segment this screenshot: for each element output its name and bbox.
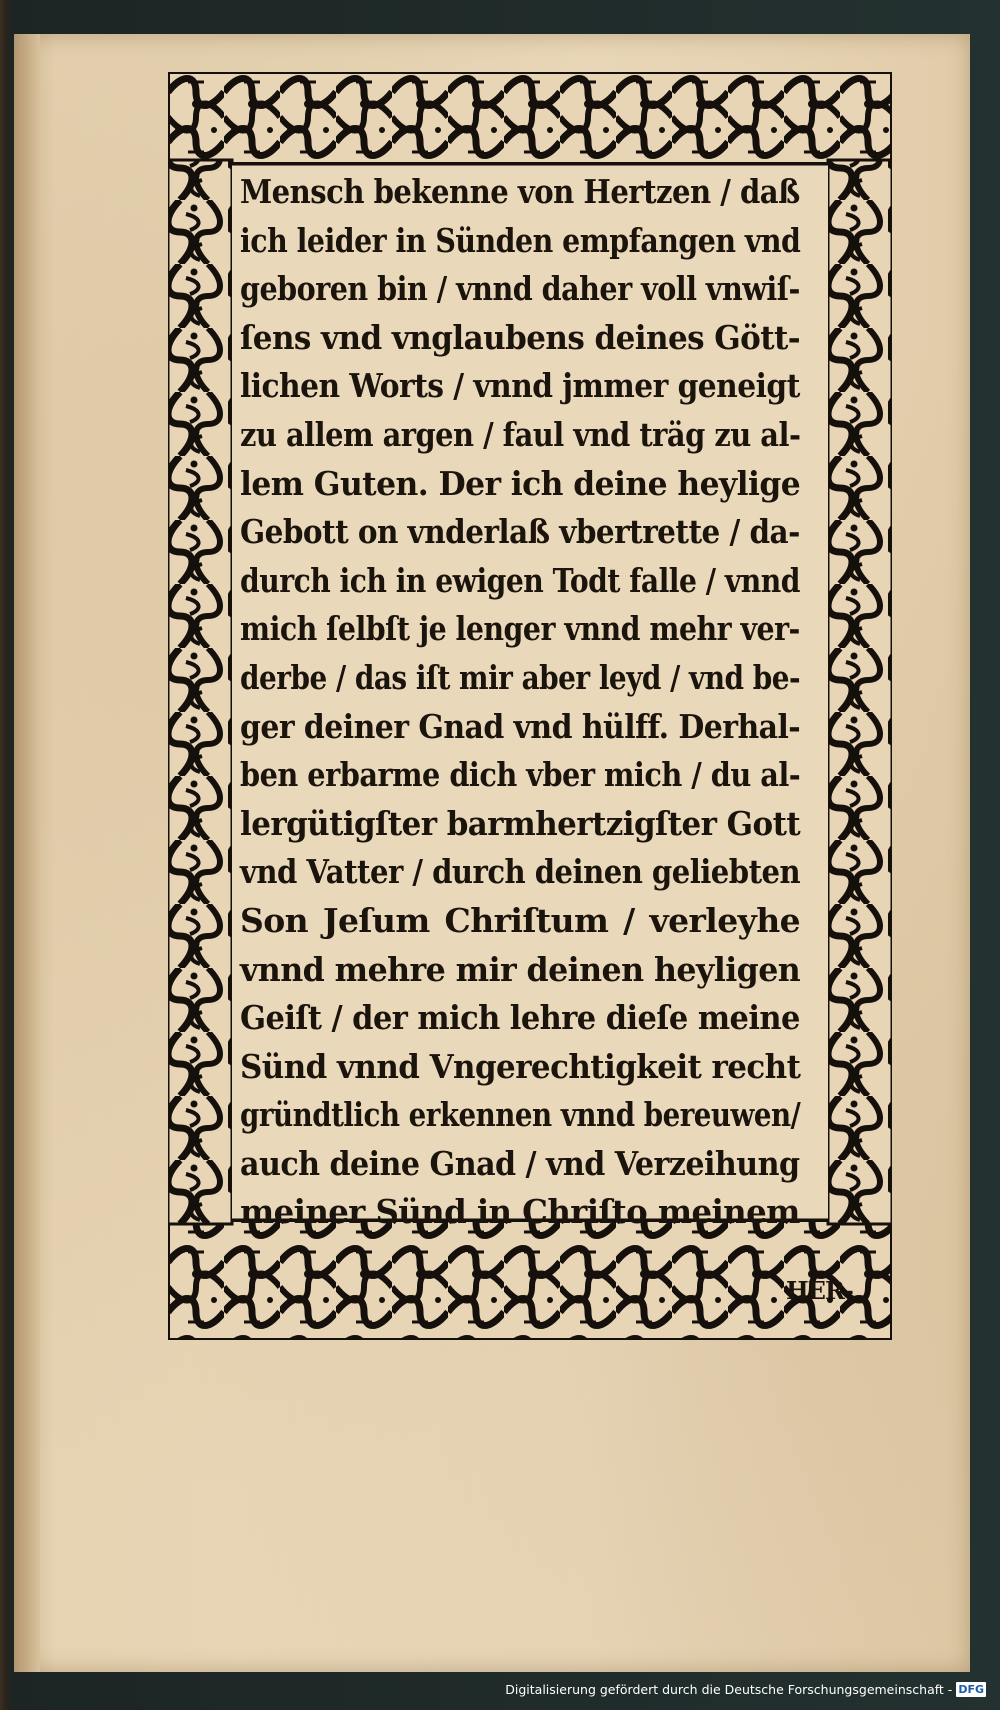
page-edge-shadow (14, 34, 40, 1672)
text-line: Mensch bekenne von Hertzen / daß (240, 172, 800, 211)
page-text-block (240, 168, 800, 1237)
text-line: meiner Sünd in Chriſto meinem (240, 1192, 800, 1232)
text-line: geboren bin / vnnd daher voll vnwiſ- (240, 269, 800, 309)
text-line: durch ich in ewigen Todt falle / vnnd (240, 560, 800, 600)
text-line: derbe / das iſt mir aber leyd / vnd be- (240, 657, 801, 697)
text-line: ger deiner Gnad vnd hülff. Derhal- (240, 706, 801, 746)
catchword: HER- (786, 1276, 853, 1305)
digitization-credit (505, 1678, 986, 1700)
text-line: lem Guten. Der ich deine heylige (240, 463, 801, 503)
text-line: zu allem argen / faul vnd träg zu al- (240, 414, 801, 454)
dfg-logo: DFG (958, 1682, 984, 1696)
text-line: ſens vnd vnglaubens deines Gött- (240, 317, 801, 357)
text-line: Son Jeſum Chriſtum / verleyhe (240, 900, 800, 940)
text-line: ich leider in Sünden empfangen vnd (240, 220, 801, 260)
credit-text: Digitalisierung gefördert durch die Deutsche Forschungsgemeinschaft - (505, 1681, 953, 1697)
text-line: ben erbarme dich vber mich / du al- (240, 755, 801, 795)
text-line: vnnd mehre mir deinen heyligen (240, 949, 801, 989)
text-line: lergütigſter barmhertzigſter Gott (240, 803, 801, 843)
text-line: auch deine Gnad / vnd Verzeihung (240, 1143, 800, 1183)
text-line: vnd Vatter / durch deinen geliebten (240, 852, 801, 892)
text-line: gründtlich erkennen vnnd bereuwen/ (240, 1095, 801, 1135)
text-line: Gebott on vnderlaß vbertrette / da- (240, 512, 800, 552)
text-line: lichen Worts / vnnd jmmer geneigt (240, 366, 800, 406)
text-line: Geiſt / der mich lehre dieſe meine (240, 998, 800, 1038)
text-line: mich ſelbſt je lenger vnnd mehr ver- (240, 609, 800, 649)
text-line: Sünd vnnd Vngerechtigkeit recht (240, 1046, 801, 1086)
